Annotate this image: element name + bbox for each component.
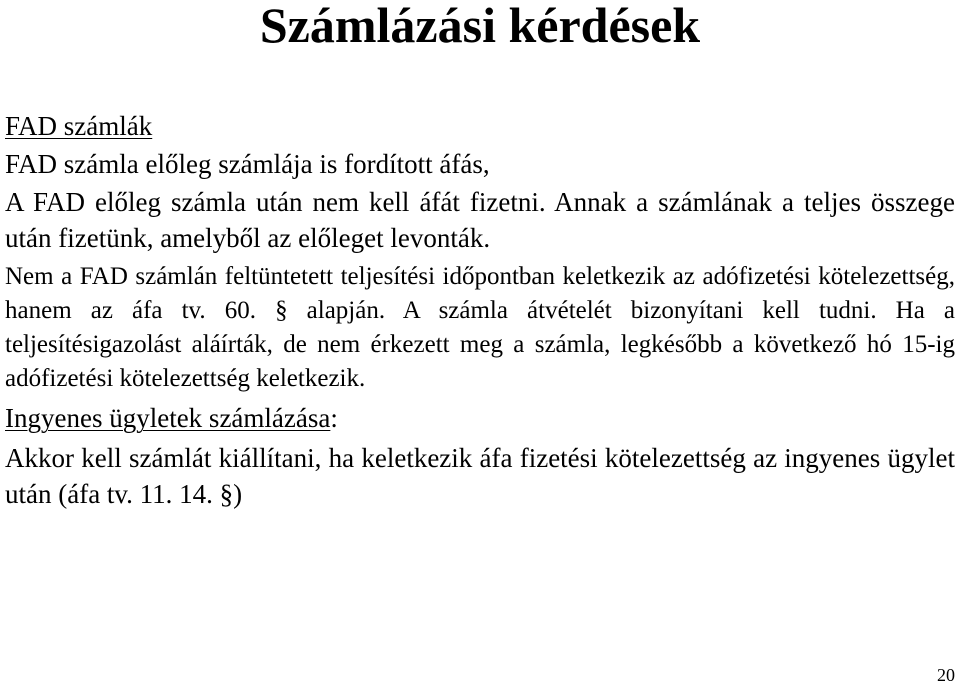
fad-obligation-paragraph: Nem a FAD számlán feltüntetett teljesítési időpontban keletkezik az adófizetési kötelezettség, hanem az áfa tv. 60. § alapján. A számla átvételét bizonyítani kell tudni. Ha a teljesítésigazolást aláírták, de nem érkezett meg a számla, legkésőbb a következő hó 15-ig adófizetési kötelezettség keletkezik. [5, 263, 955, 392]
page-number: 20 [937, 665, 955, 685]
section-heading-fad-text: FAD számlák [5, 111, 153, 141]
fad-reverse-charge-line: FAD számla előleg számlája is fordított áfás, [5, 149, 490, 179]
section-heading-free-transactions [5, 400, 955, 436]
document-body [5, 108, 955, 512]
page-title: Számlázási kérdések [259, 0, 701, 53]
section-heading-free-transactions-text: Ingyenes ügyletek számlázása [5, 403, 331, 433]
free-transactions-paragraph: Akkor kell számlát kiállítani, ha keletkezik áfa fizetési kötelezettség az ingyenes ügylet után (áfa tv. 11. 14. §) [5, 443, 955, 509]
fad-advance-paragraph: A FAD előleg számla után nem kell áfát fizetni. Annak a számlának a teljes összege után fizetünk, amelyből az előleget levonták. [5, 187, 955, 253]
section-heading-fad [5, 108, 955, 144]
section-heading-colon: : [330, 403, 338, 433]
